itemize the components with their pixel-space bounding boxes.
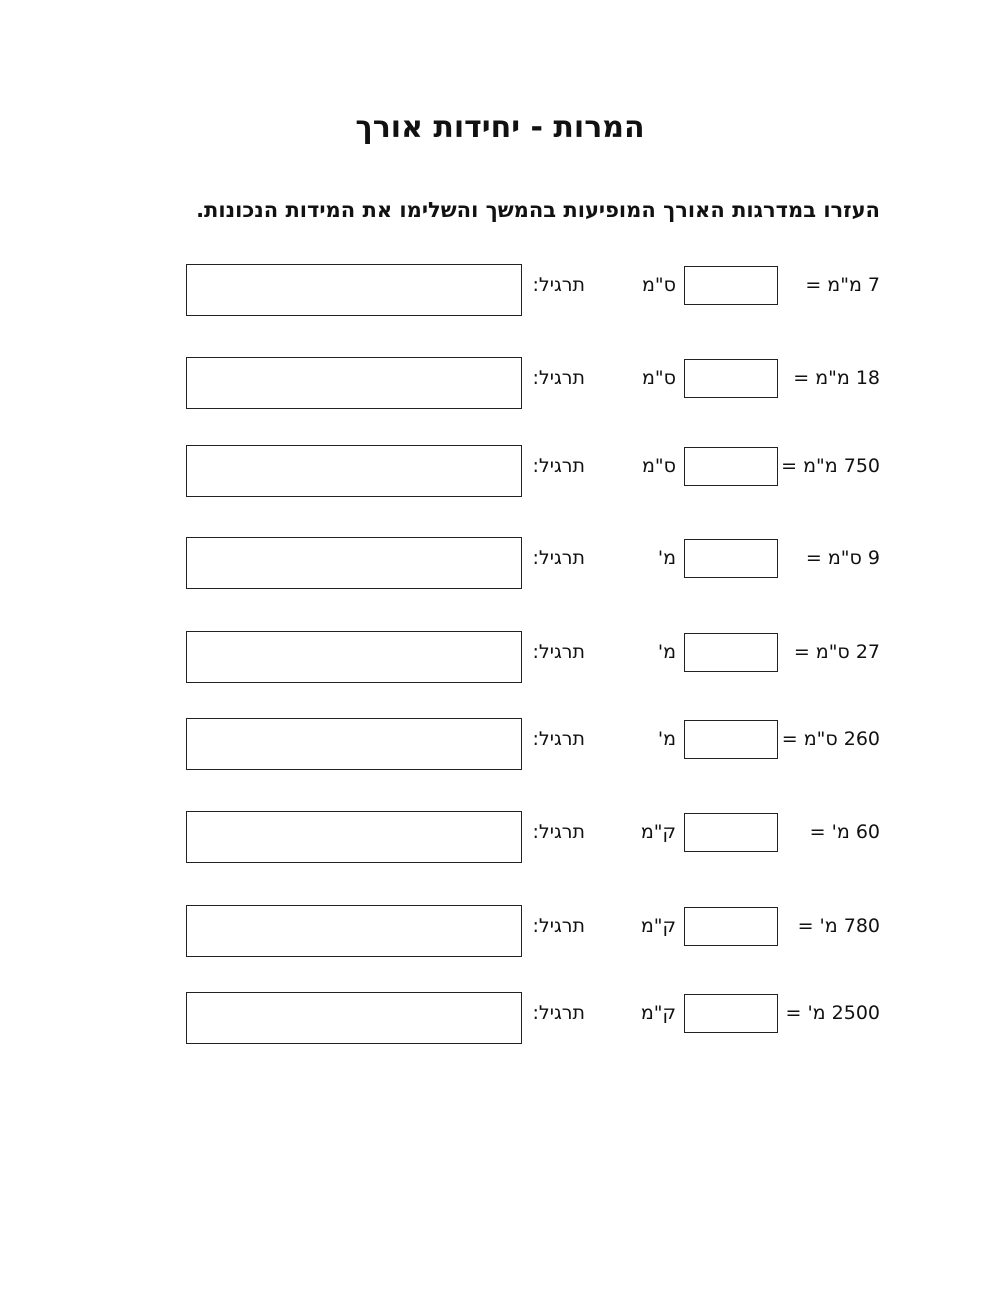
answer-input-box[interactable]	[684, 633, 778, 672]
worksheet-instructions: העזרו במדרגות האורך המופיעות בהמשך והשלימו את המידות הנכונות.	[196, 198, 880, 222]
exercise-label: תרגיל:	[532, 641, 585, 663]
exercise-row	[0, 811, 1000, 863]
given-measurement: 60 מ' =	[809, 821, 880, 843]
target-unit-label: ס"מ	[642, 367, 676, 389]
exercise-label: תרגיל:	[532, 1002, 585, 1024]
answer-input-box[interactable]	[684, 813, 778, 852]
exercise-label: תרגיל:	[532, 547, 585, 569]
exercise-work-box[interactable]	[186, 445, 522, 497]
target-unit-label: מ'	[657, 641, 676, 663]
exercise-label: תרגיל:	[532, 367, 585, 389]
exercise-row	[0, 357, 1000, 409]
given-measurement: 9 ס"מ =	[805, 547, 880, 569]
exercise-row	[0, 992, 1000, 1044]
exercise-work-box[interactable]	[186, 905, 522, 957]
exercise-work-box[interactable]	[186, 992, 522, 1044]
target-unit-label: מ'	[657, 728, 676, 750]
worksheet-title: המרות - יחידות אורך	[355, 110, 645, 145]
answer-input-box[interactable]	[684, 447, 778, 486]
target-unit-label: ק"מ	[640, 1002, 676, 1024]
given-measurement: 780 מ' =	[797, 915, 880, 937]
target-unit-label: ק"מ	[640, 821, 676, 843]
answer-input-box[interactable]	[684, 359, 778, 398]
exercise-work-box[interactable]	[186, 357, 522, 409]
given-measurement: 750 מ"מ =	[781, 455, 880, 477]
answer-input-box[interactable]	[684, 994, 778, 1033]
target-unit-label: מ'	[657, 547, 676, 569]
answer-input-box[interactable]	[684, 907, 778, 946]
exercise-work-box[interactable]	[186, 264, 522, 316]
given-measurement: 27 ס"מ =	[793, 641, 880, 663]
exercise-row	[0, 905, 1000, 957]
answer-input-box[interactable]	[684, 539, 778, 578]
exercise-row	[0, 718, 1000, 770]
exercise-label: תרגיל:	[532, 728, 585, 750]
exercise-label: תרגיל:	[532, 455, 585, 477]
target-unit-label: ס"מ	[642, 274, 676, 296]
exercise-work-box[interactable]	[186, 811, 522, 863]
exercise-row	[0, 445, 1000, 497]
exercise-row	[0, 631, 1000, 683]
exercise-row	[0, 537, 1000, 589]
given-measurement: 260 ס"מ =	[781, 728, 880, 750]
exercise-label: תרגיל:	[532, 915, 585, 937]
given-measurement: 2500 מ' =	[785, 1002, 880, 1024]
exercise-work-box[interactable]	[186, 631, 522, 683]
answer-input-box[interactable]	[684, 266, 778, 305]
target-unit-label: ס"מ	[642, 455, 676, 477]
exercise-work-box[interactable]	[186, 537, 522, 589]
exercise-label: תרגיל:	[532, 274, 585, 296]
answer-input-box[interactable]	[684, 720, 778, 759]
given-measurement: 7 מ"מ =	[805, 274, 880, 296]
exercise-work-box[interactable]	[186, 718, 522, 770]
given-measurement: 18 מ"מ =	[793, 367, 880, 389]
exercise-label: תרגיל:	[532, 821, 585, 843]
exercise-row	[0, 264, 1000, 316]
target-unit-label: ק"מ	[640, 915, 676, 937]
